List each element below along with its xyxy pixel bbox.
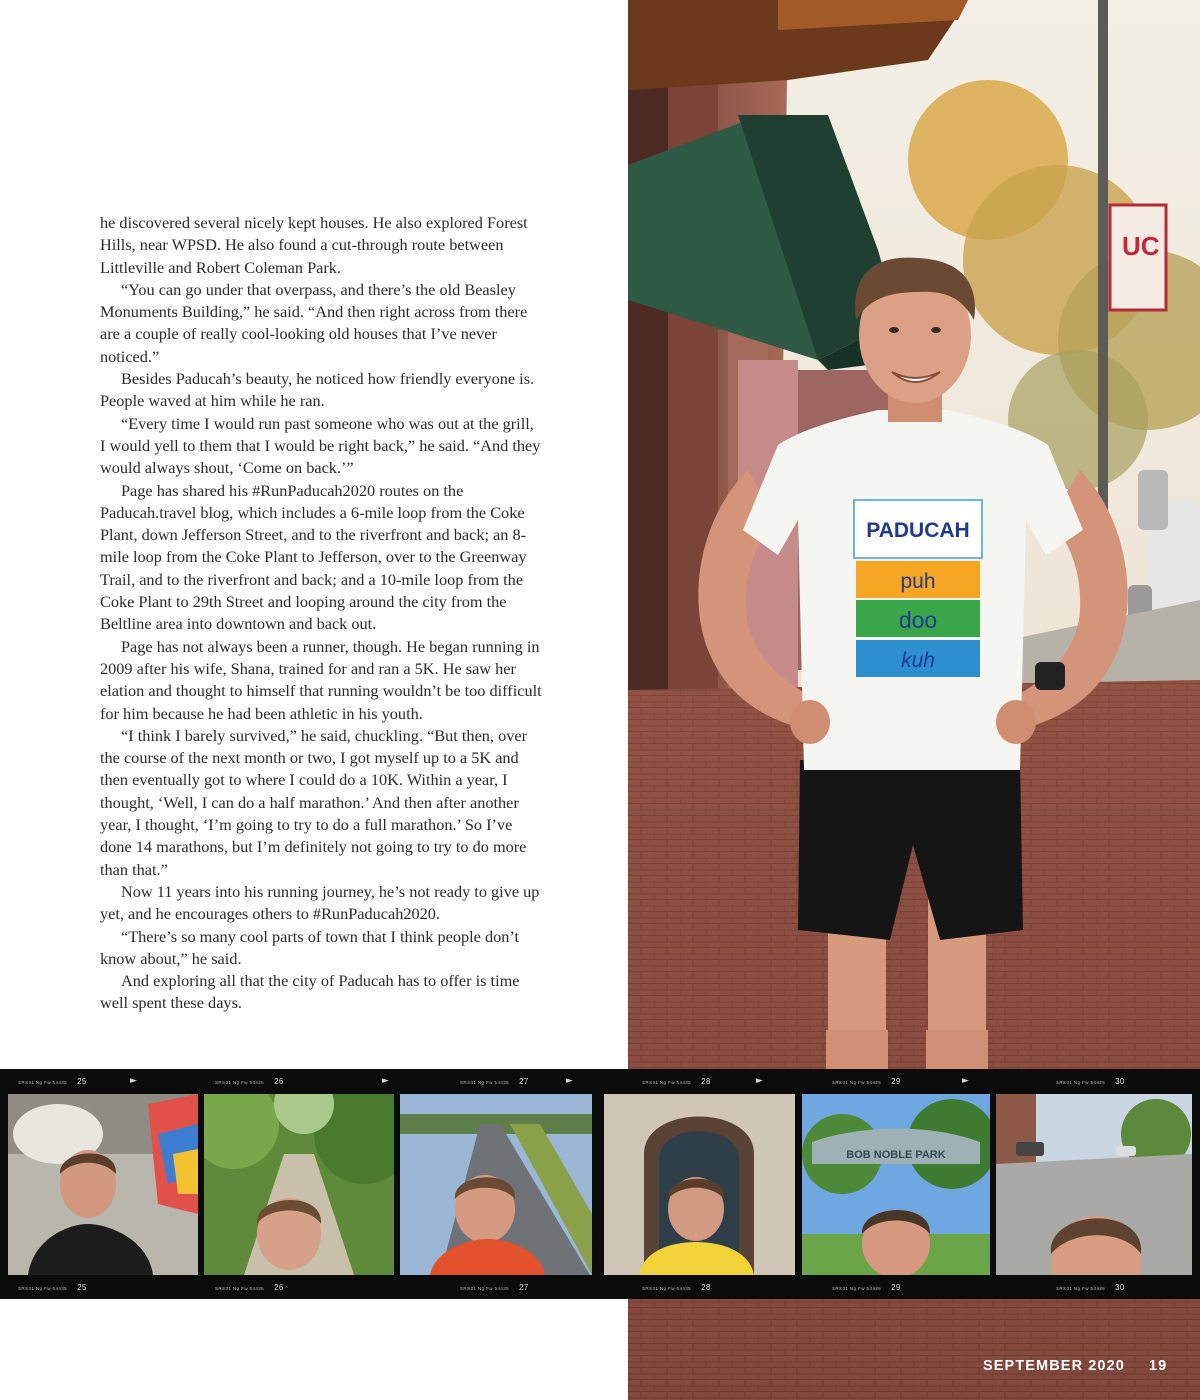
article-body (100, 212, 542, 1015)
article-paragraph: “You can go under that overpass, and there’s the old Beasley Monuments Building,” he said. “And then right across from there are a couple of really cool-looking old houses that I’ve never noticed.” (100, 279, 528, 366)
film-frame-photo (802, 1094, 990, 1275)
frame-arrow-icon: ► (382, 1076, 389, 1086)
frame-label-bottom: SRS31 Ng Fw 54435 26 (215, 1283, 284, 1292)
article-paragraph: “There’s so many cool parts of town that I think people don’t know about,” he said. (100, 926, 520, 968)
frame-arrow-icon: ► (566, 1076, 573, 1086)
shirt-line-2: doo (898, 607, 938, 633)
article-paragraph: “I think I barely survived,” he said, chuckling. “But then, over the course of the next month or two, I got myself up to a 5K and then eventually got to where I could do a 10K. Within a year, I thought, ‘Well, I can do a half marathon.’ And then after another year, I thought, ‘I’m going to try to do a full marathon.’ So I’ve done 14 marathons, but I’m definitely not going to try to do more than that.” (100, 725, 528, 879)
park-sign-text: BOB NOBLE PARK (846, 1149, 946, 1161)
shirt-title: PADUCAH (866, 519, 970, 542)
frame-label-bottom: SRS31 Ng Fw 54435 27 (460, 1283, 529, 1292)
article-paragraph: And exploring all that the city of Paducah has to offer is time well spent these days. (100, 971, 520, 1013)
article-paragraph: Page has shared his #RunPaducah2020 routes on the Paducah.travel blog, which includes a 6-mile loop from the Coke Plant, down Jefferson Street, and to the riverfront and back; an 8-mile loop from the Coke Plant to Jefferson, over to the Greenway Trail, and to the riverfront and back; and a 10-mile loop from the Coke Plant to 29th Street and looping around the city from the Beltline area into downtown and back out. (100, 480, 527, 634)
article-paragraph: “Every time I would run past someone who was out at the grill, I would yell to them that I would be right back,” he said. “And they would always shout, ‘Come on back.’” (100, 413, 541, 478)
frame-label-top: SRS31 Ng Fw 54435 29 (832, 1077, 901, 1086)
frame-label-top: SRS31 Ng Fw 54435 27 (460, 1077, 529, 1086)
article-paragraph: Besides Paducah’s beauty, he noticed how friendly everyone is. People waved at him while he ran. (100, 369, 535, 411)
frame-label-bottom: SRS31 Ng Fw 54435 29 (832, 1283, 901, 1292)
frame-arrow-icon: ► (962, 1076, 969, 1086)
film-frame-photo (604, 1094, 795, 1275)
frame-label-top: SRS31 Ng Fw 54435 26 (215, 1077, 284, 1086)
frame-arrow-icon: ► (130, 1076, 137, 1086)
film-frame-photo (204, 1094, 394, 1275)
shirt-graphic (854, 500, 982, 677)
shirt-line-3: kuh (901, 649, 935, 672)
frame-label-bottom: SRS31 Ng Fw 54435 25 (18, 1283, 87, 1292)
article-paragraph: he discovered several nicely kept houses. He also explored Forest Hills, near WPSD. He also found a cut-through route between Littleville and Robert Coleman Park. (100, 213, 528, 277)
film-frame-photo (400, 1094, 592, 1275)
issue-date: SEPTEMBER 2020 (983, 1358, 1125, 1374)
frame-label-top: SRS31 Ng Fw 54435 30 (1056, 1077, 1125, 1086)
shirt-line-1: puh (900, 570, 936, 593)
page-number: 19 (1148, 1358, 1168, 1374)
frame-label-bottom: SRS31 Ng Fw 54435 28 (642, 1283, 711, 1292)
frame-label-top: SRS31 Ng Fw 54435 28 (642, 1077, 711, 1086)
film-strip (0, 1069, 1200, 1299)
film-frame-photo (8, 1094, 198, 1275)
film-frame-photo (996, 1094, 1192, 1275)
article-paragraph: Page has not always been a runner, though. He began running in 2009 after his wife, Shana, trained for and ran a 5K. He saw her elation and thought to himself that running wouldn’t be too difficult for him because he had been athletic in his youth. (100, 636, 542, 723)
page-footer (983, 1358, 1167, 1374)
frame-label-top: SRS31 Ng Fw 54435 25 (18, 1077, 87, 1086)
frame-label-bottom: SRS31 Ng Fw 54435 30 (1056, 1283, 1125, 1292)
frame-arrow-icon: ► (756, 1076, 763, 1086)
svg-text:UC: UC (1122, 231, 1160, 261)
article-paragraph: Now 11 years into his running journey, he’s not ready to give up yet, and he encourages others to #RunPaducah2020. (100, 881, 540, 924)
